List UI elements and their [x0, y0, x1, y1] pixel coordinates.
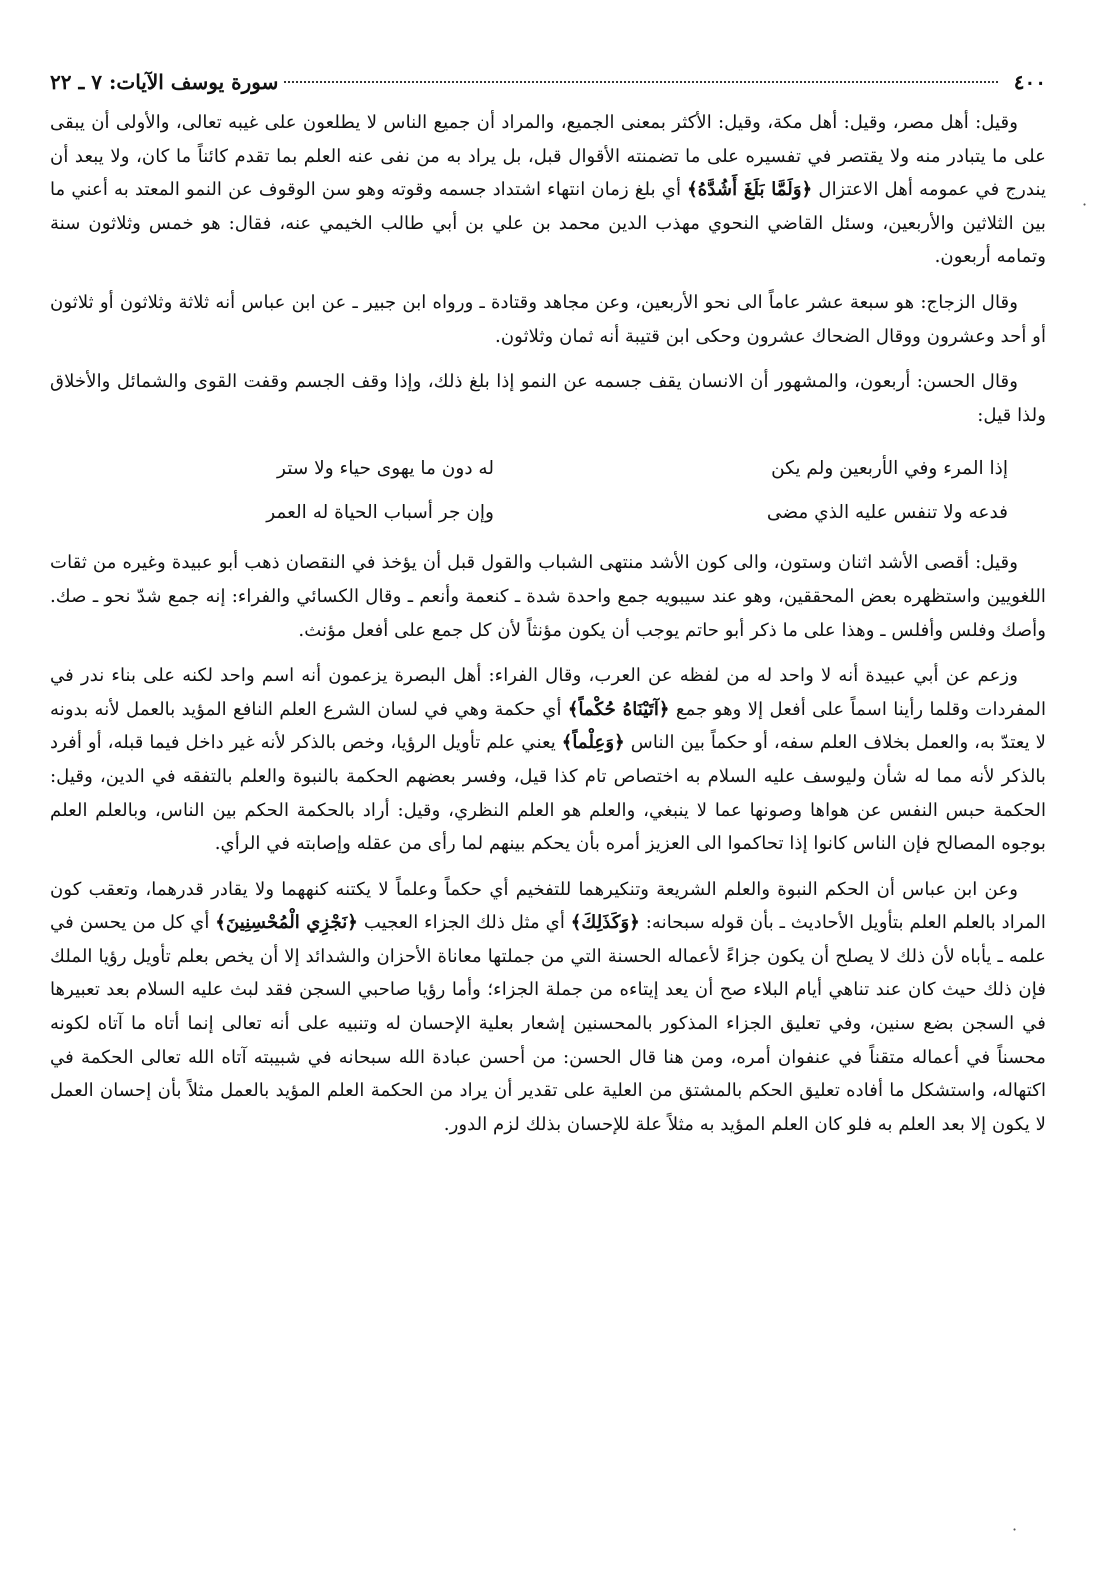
paragraph-text: وزعم عن أبي عبيدة أنه لا واحد له من لفظه عن العرب، وقال الفراء: أهل البصرة يزعمون أنه اسم واحد لكنه على بناء ندر في المفردات وقلما رأينا اسماً على أفعل إلا وهو جمع [50, 665, 1046, 720]
poem-hemistich-first: فدعه ولا تنفس عليه الذي مضى [766, 501, 1008, 523]
quran-quote: ﴿وَعِلْماً﴾ [561, 732, 625, 754]
paragraph-text: وقال الزجاج: هو سبعة عشر عاماً الى نحو الأربعين، وعن مجاهد وقتادة ـ ورواه ابن جبير ـ عن ابن عباس أنه ثلاثة وثلاثون أو ثلاثون أو أحد وعشرون ووقال الضحاك عشرون وحكى ابن قتيبة أنه ثمان وثلاثون. [50, 291, 1046, 347]
paragraph-text: يعني علم تأويل الرؤيا، وخص بالذكر لأنه غير داخل فيما قبله، أو أفرد بالذكر لأنه مما له شأن وليوسف عليه السلام به اختصاص تام كذا قيل، وفسر بعضهم الحكمة بالنبوة والعلم بالتفقه في الدين، وقيل: الحكمة حبس النفس عن هواها وصونها عما لا ينبغي، والعلم هو العلم النظري، وقيل: أراد بالحكمة الحكم بين الناس، وبالعلم العلم بوجوه المصالح فإن الناس كانوا إذا تحاكموا الى العزيز أمره بأن يحكم بينهم لما رأى من عقله وإصابته في الرأي. [50, 732, 1046, 855]
scan-speck: · [1012, 1520, 1018, 1539]
paragraph-text: وقال الحسن: أربعون، والمشهور أن الانسان يقف جسمه عن النمو إذا بلغ ذلك، وإذا وقف الجسم وقفت القوى والشمائل والأخلاق ولذا قيل: [50, 371, 1046, 426]
running-title: سورة يوسف الآيات: ٧ ـ ٢٢ [50, 70, 279, 94]
book-page [50, 70, 1046, 1153]
paragraph-text: وقيل: أقصى الأشد اثنان وستون، والى كون الأشد منتهى الشباب والقول قبل أن يؤخذ في النقصان ذهب أبو عبيدة وغيره من ثقات اللغويين واستظهره بعض المحققين، وهو عند سيبويه جمع واحدة شدة ـ كنعمة وأنعم ـ وقال الكسائي والفراء: إنه جمع شدّ نحو ـ صك. وأصك وفلس وأفلس ـ وهذا على ما ذكر أبو حاتم يوجب أن يكون مؤنثاً لأن كل جمع على أفعل مؤنث. [50, 552, 1046, 641]
poem-hemistich-first: إذا المرء وفي الأربعين ولم يكن [771, 457, 1008, 479]
paragraph-6 [50, 873, 1046, 1142]
poem-verse [50, 446, 1046, 490]
paragraph-text: أي بلغ زمان انتهاء اشتداد جسمه وقوته وهو سن الوقوف عن النمو المعتد به أعني ما بين الثلاثين والأربعين، وسئل القاضي النحوي مهذب الدين محمد بن علي بن أبي طالب الخيمي عنه، فقال: هو خمس وثلاثون سنة وتمامه أربعون. [50, 179, 1046, 268]
scan-speck: · [1082, 195, 1088, 214]
paragraph-text: أي كل من يحسن في علمه ـ يأباه لأن ذلك لا يصلح أن يكون جزاءً لأعماله الحسنة التي من جملتها معاناة الأحزان والشدائد إلا أن يخص بعلم تأويل رؤيا الملك فإن ذلك حيث كان عند تناهي أيام البلاء صح أن يعد إيتاءه من جملة الجزاء؛ وأما رؤيا صاحبي السجن فقد لبث عليه السلام بعد تعبيرها في السجن بضع سنين، وفي تعليق الجزاء المذكور بالمحسنين إشعار بعلية الإحسان له وتنبيه على أنه تعالى إنما أتاه ما آتاه لكونه محسناً في أعماله متقناً في عنفوان أمره، ومن هنا قال الحسن: من أحسن عبادة الله سبحانه في شبيبته آتاه الله تعالى الحكمة في اكتهاله، واستشكل ما أفاده تعليق الحكم بالمشتق من العلية على تقدير أن يراد من الحكمة العلم المؤيد بالعمل مثلاً بأن إحسان العمل لا يكون إلا بعد العلم به فلو كان العلم المؤيد به مثلاً علة للإحسان بذلك لزم الدور. [50, 912, 1046, 1135]
paragraph-text: وعن ابن عباس أن الحكم النبوة والعلم الشريعة وتنكيرهما للتفخيم أي حكماً وعلماً لا يكتنه كنههما ولا يقادر قدرهما، وتعقب كون المراد بالعلم العلم بتأويل الأحاديث ـ بأن قوله سبحانه: [50, 878, 1046, 934]
paragraph-text: أي مثل ذلك الجزاء العجيب [357, 912, 571, 934]
paragraph-3 [50, 365, 1046, 432]
paragraph-1 [50, 106, 1046, 274]
header-dotted-rule [284, 81, 997, 83]
paragraph-5 [50, 659, 1046, 861]
quran-quote: ﴿وَكَذَلِكَ﴾ [570, 912, 640, 934]
page-number: ٤٠٠ [1013, 70, 1046, 94]
paragraph-2 [50, 286, 1046, 353]
quran-quote: ﴿نَجْزِي الْمُحْسِنِينَ﴾ [215, 912, 358, 934]
page-header [50, 70, 1046, 106]
poem-hemistich-second: وإن جر أسباب الحياة له العمر [266, 501, 494, 523]
quran-quote: ﴿وَلَمَّا بَلَغَ أَشُدَّهُ﴾ [687, 179, 813, 201]
poem-hemistich-second: له دون ما يهوى حياء ولا ستر [277, 457, 494, 479]
paragraph-text: وقيل: أهل مصر، وقيل: أهل مكة، وقيل: الأكثر بمعنى الجميع، والمراد أن جميع الناس لا يطلعون على غيبه تعالى، والأولى أن يبقى على ما يتبادر منه ولا يقتصر في تفسيره على ما تضمنته الأقوال قبل، بل يراد به من نفى عنه العلم بما تقدم كائناً ما كان، ولا يبعد أن يندرج في عمومه أهل الاعتزال [50, 112, 1047, 201]
poem-verse [50, 490, 1046, 534]
quran-quote: ﴿آتَيْنَاهُ حُكْماً﴾ [567, 698, 670, 720]
poem [50, 446, 1046, 534]
paragraph-text: أي حكمة وهي في لسان الشرع العلم النافع المؤيد بالعمل لأنه بدونه لا يعتدّ به، والعمل بخلاف العلم سفه، أو حكماً بين الناس [50, 698, 1046, 754]
paragraph-4 [50, 546, 1046, 647]
